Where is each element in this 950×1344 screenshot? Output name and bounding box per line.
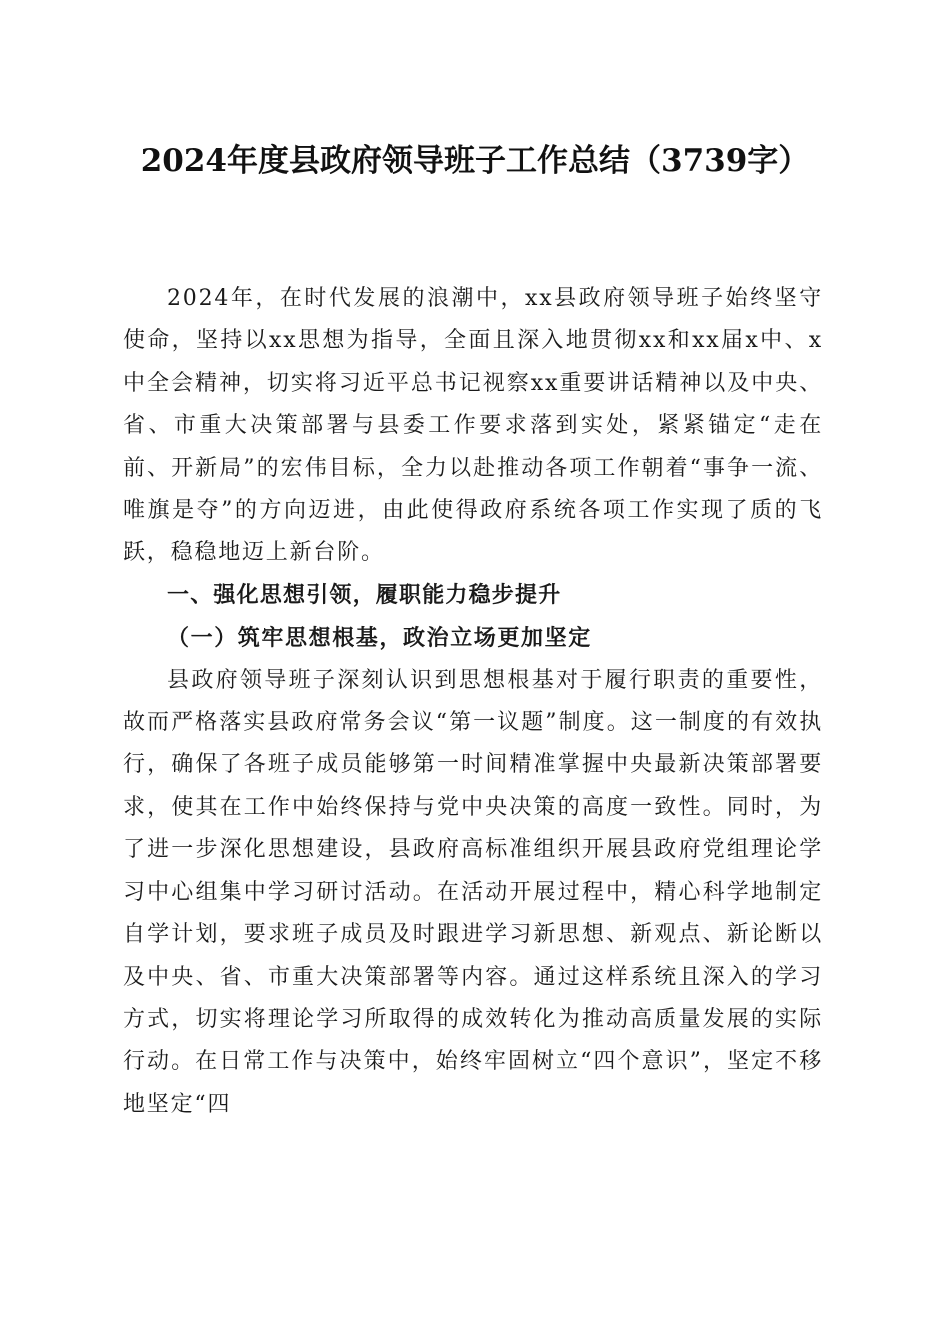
subsection-1-heading: （一）筑牢思想根基，政治立场更加坚定 — [167, 625, 592, 652]
document-body — [123, 278, 823, 1126]
document-title: 2024年度县政府领导班子工作总结（3739字） — [140, 143, 810, 179]
intro-paragraph: 2024年，在时代发展的浪潮中，xx县政府领导班子始终坚守使命，坚持以xx思想为指导，全面且深入地贯彻xx和xx届x中、x中全会精神，切实将习近平总书记视察xx重要讲话精神以及中央、省、市重大决策部署与县委工作要求落到实处，紧紧锚定“走在前、开新局”的宏伟目标，全力以赴推动各项工作朝着“事争一流、唯旗是夺”的方向迈进，由此使得政府系统各项工作实现了质的飞跃，稳稳地迈上新台阶。 — [123, 286, 823, 566]
subsection-1-paragraph: 县政府领导班子深刻认识到思想根基对于履行职责的重要性，故而严格落实县政府常务会议“第一议题”制度。这一制度的有效执行，确保了各班子成员能够第一时间精准掌握中央最新决策部署要求，使其在工作中始终保持与党中央决策的高度一致性。同时，为了进一步深化思想建设，县政府高标准组织开展县政府党组理论学习中心组集中学习研讨活动。在活动开展过程中，精心科学地制定自学计划，要求班子成员及时跟进学习新思想、新观点、新论断以及中央、省、市重大决策部署等内容。通过这样系统且深入的学习方式，切实将理论学习所取得的成效转化为推动高质量发展的实际行动。在日常工作与决策中，始终牢固树立“四个意识”，坚定不移地坚定“四 — [123, 667, 823, 1117]
section-1-heading: 一、强化思想引领，履职能力稳步提升 — [167, 582, 562, 608]
